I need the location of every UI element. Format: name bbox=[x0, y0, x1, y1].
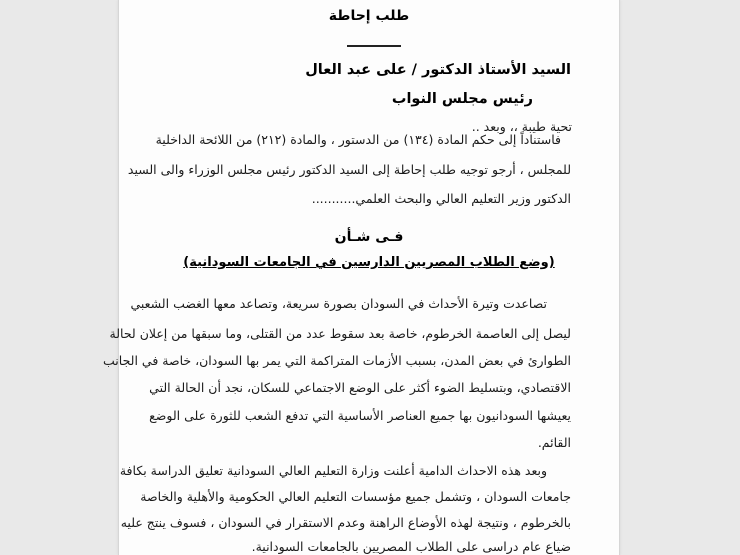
letter-title: طلب إحاطة bbox=[328, 8, 410, 24]
greeting: تحية طيبة ،، وبعد .. bbox=[471, 119, 572, 134]
paragraph2-line-4: ضياع عام دراسى على الطلاب المصريين بالجامعات السودانية. bbox=[251, 539, 571, 554]
paragraph2-line-2: جامعات السودان ، وتشمل جميع مؤسسات التعليم العالي الحكومية والأهلية والخاصة bbox=[140, 489, 571, 504]
intro-line-1: فاستناداً إلى حكم المادة (١٣٤) من الدستور ، والمادة (٢١٢) من اللائحة الداخلية bbox=[155, 132, 561, 147]
intro-line-2: للمجلس ، أرجو توجيه طلب إحاطة إلى السيد الدكتور رئيس مجلس الوزراء والى السيد bbox=[127, 162, 571, 177]
subject-heading: فـى شـأن bbox=[334, 229, 404, 245]
paragraph1-line-5: يعيشها السودانيون بها جميع العناصر الأساسية التي تدفع الشعب للثورة على الوضع bbox=[149, 408, 571, 423]
paragraph1-line-1: تصاعدت وتيرة الأحداث في السودان بصورة سريعة، وتصاعد معها الغضب الشعبي bbox=[130, 296, 547, 311]
title-divider bbox=[347, 45, 401, 47]
addressee-title: رئيس مجلس النواب bbox=[391, 91, 533, 107]
intro-line-3: الدكتور وزير التعليم العالي والبحث العلمي........... bbox=[311, 191, 571, 206]
paragraph2-line-3: بالخرطوم ، ونتيجة لهذه الأوضاع الراهنة وعدم الاستقرار في السودان ، فسوف ينتج عليه bbox=[120, 515, 571, 530]
addressee-name: السيد الأستاذ الدكتور / على عبد العال bbox=[305, 62, 571, 78]
paragraph2-line-1: وبعد هذه الاحداث الدامية أعلنت وزارة التعليم العالي السودانية تعليق الدراسة بكافة bbox=[119, 463, 547, 478]
paragraph1-line-3: الطوارئ في بعض المدن، بسبب الأزمات المتراكمة التي يمر بها السودان، خاصة في الجانب bbox=[103, 353, 571, 368]
subject-title: (وضع الطلاب المصريين الدارسين في الجامعات السودانية) bbox=[183, 255, 555, 270]
paragraph1-line-2: ليصل إلى العاصمة الخرطوم، خاصة بعد سقوط عدد من القتلى، وما سبقها من إعلان لحالة bbox=[109, 326, 571, 341]
document-page bbox=[103, 0, 620, 555]
paragraph1-line-6: القائم. bbox=[537, 435, 571, 450]
paragraph1-line-4: الاقتصادي، وبتسليط الضوء أكثر على الوضع الاجتماعي للسكان، نجد أن الحالة التي bbox=[149, 380, 571, 395]
